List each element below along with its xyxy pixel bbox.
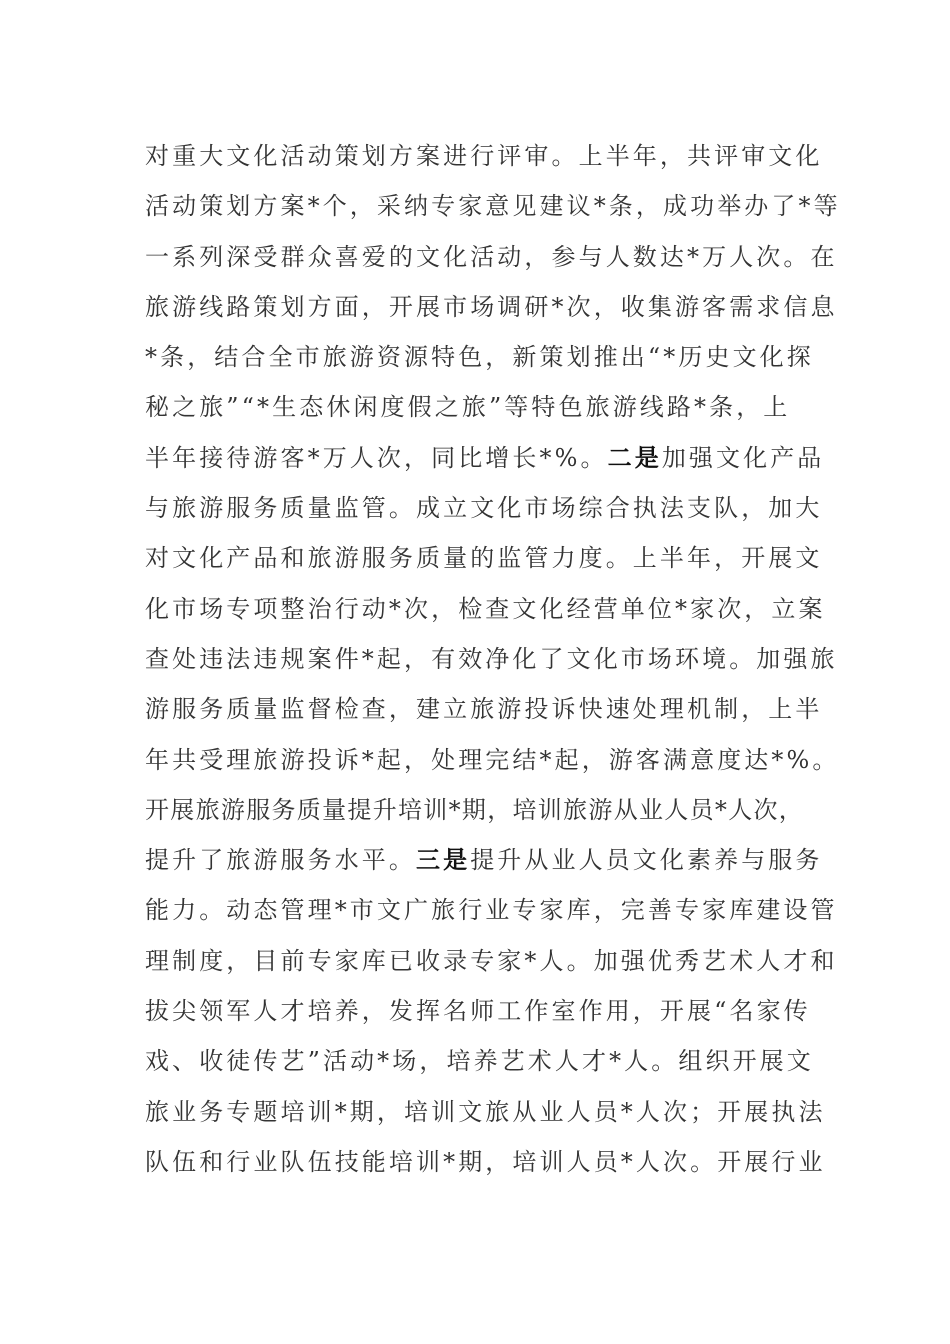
text-line-13: 年共受理旅游投诉*起，处理完结*起，游客满意度达*%。 bbox=[145, 745, 840, 774]
text-line-17: 理制度，目前专家库已收录专家*人。加强优秀艺术人才和 bbox=[145, 946, 838, 975]
text-line-6: 秘之旅”“*生态休闲度假之旅”等特色旅游线路*条，上 bbox=[145, 393, 791, 422]
text-line-1: 对重大文化活动策划方案进行评审。上半年，共评审文化 bbox=[145, 142, 823, 170]
text-line-3: 一系列深受群众喜爱的文化活动，参与人数达*万人次。在 bbox=[145, 242, 838, 271]
text-line-5: *条，结合全市旅游资源特色，新策划推出“*历史文化探 bbox=[145, 343, 814, 372]
emphasis-point-two: 二是 bbox=[607, 442, 662, 472]
text-line-7-start: 半年接待游客*万人次，同比增长*%。 bbox=[145, 443, 608, 472]
emphasis-point-three: 三是 bbox=[416, 845, 471, 875]
text-line-7 bbox=[145, 433, 825, 483]
text-line-12: 游服务质量监督检查，建立旅游投诉快速处理机制，上半 bbox=[145, 695, 823, 724]
text-line-4: 旅游线路策划方面，开展市场调研*次，收集游客需求信息 bbox=[145, 292, 838, 321]
text-line-10: 化市场专项整治行动*次，检查文化经营单位*家次，立案 bbox=[145, 594, 826, 623]
text-line-18: 拔尖领军人才培养，发挥名师工作室作用，开展“名家传 bbox=[145, 997, 811, 1026]
text-line-11: 查处违法违规案件*起，有效净化了文化市场环境。加强旅 bbox=[145, 644, 838, 673]
text-line-7-end: 加强文化产品 bbox=[661, 443, 825, 472]
text-line-16: 能力。动态管理*市文广旅行业专家库，完善专家库建设管 bbox=[145, 896, 838, 925]
text-line-14: 开展旅游服务质量提升培训*期，培训旅游从业人员*人次， bbox=[145, 795, 805, 824]
text-line-20: 旅业务专题培训*期，培训文旅从业人员*人次；开展执法 bbox=[145, 1097, 826, 1126]
body-text bbox=[145, 131, 841, 1187]
text-line-9: 对文化产品和旅游服务质量的监管力度。上半年，开展文 bbox=[145, 544, 823, 573]
text-line-19: 戏、收徒传艺”活动*场，培养艺术人才*人。组织开展文 bbox=[145, 1047, 814, 1076]
text-line-2: 活动策划方案*个，采纳专家意见建议*条，成功举办了*等 bbox=[145, 192, 841, 221]
text-line-15 bbox=[145, 835, 823, 885]
text-line-15-end: 提升从业人员文化素养与服务 bbox=[470, 846, 823, 875]
text-line-15-start: 提升了旅游服务水平。 bbox=[145, 846, 416, 875]
text-line-8: 与旅游服务质量监管。成立文化市场综合执法支队，加大 bbox=[145, 494, 823, 523]
text-line-21: 队伍和行业队伍技能培训*期，培训人员*人次。开展行业 bbox=[145, 1147, 826, 1176]
